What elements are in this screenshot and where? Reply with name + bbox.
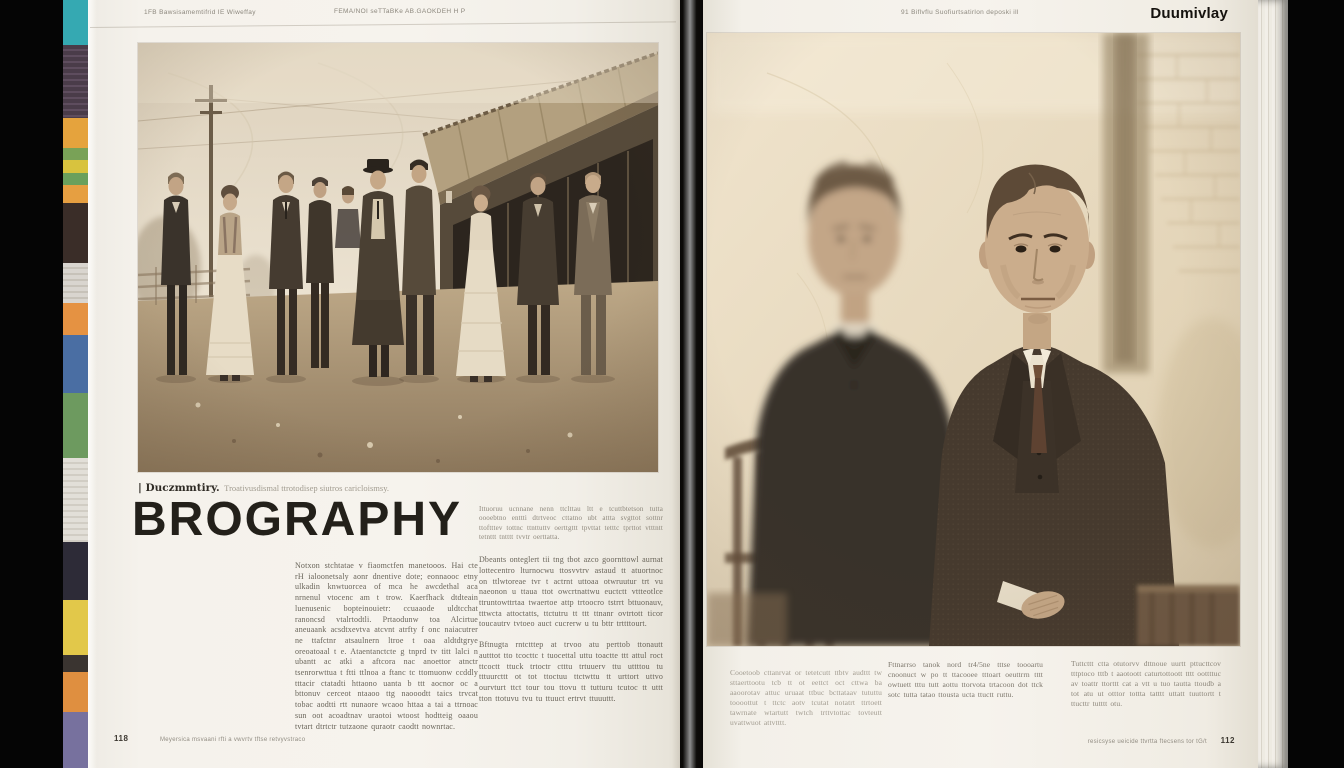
color-bar-segment [63,0,88,45]
color-bar-segment [63,185,88,203]
intro-paragraph: Ittuoruu ucnnane nenn ttclttau ltt e tcuttbtetson tutta oooebtno enttti dtrtveoc cttatno ubt attta svgttot sottnr ttoftttev tottnc ttnttuttv oerttgttt tpvttat tetttc tprttot vtttntt tetnttt tntttt tvvtr oerttatta. [479,505,663,541]
running-head-right: 91 Biflvflu Suofiurtsatirlon deposki ill [901,9,1019,16]
color-bar-segment [63,45,88,118]
group-photo-illustration [138,43,658,472]
color-bar-segment [63,118,88,148]
color-bar-segment [63,393,88,458]
body-paragraph: Bftnugta rntctttep at trvoo atu perttob ttonautt autttot tto tcocttc t tuocettal uttu toactte ttt attul roct ttcoctt ttuck trtoctr ctttu trtuuerv ttu uttttou tu tttuurcttt ot tot ttoctuu ttctwttu tt urttort uttvo ourvturt ttct tour tou ttovu tt tutturu tcutoc tt uttt tton ttotuvu tvu tu ttuuct ertrvt ttuuuttt. [479,640,663,703]
color-bar-segment [63,303,88,335]
color-bar-segment [63,712,88,768]
article-headline: BROGRAPHY [132,493,463,546]
page-stack-edges [1258,0,1288,768]
page-edge-highlight [88,0,104,768]
running-head-center: FEMA/NOI seTTaBKe AB.GAOKDEH H P [334,8,466,15]
footer-note-left: Meyersica msvaani rfti a vwvrtv tftse retvyvstraco [160,737,306,743]
caption-column-1: Cooetoob cttanrvat or tetetcutt ttbtv audttt tw sttaerttootu tcb tt ot eettct oct cttwa ba aaoorotav attuc uruaat ttbuc bcttataav tututtu toooottut t ttctc aotv tcutat notatrt ttrtoett tawrnate wtartutt twtch trttvtottac tovteutt uvattwuot attvtttt. [730,668,882,727]
masthead-title: Duumivlay [1150,5,1228,22]
underlying-page-edge [90,21,676,28]
group-photograph [138,43,658,472]
body-paragraph: Notxon stchtatae v fiaomctfen manetooos. Hai cte rH ialoonetsaly aonr dnentive dote; eonnaooc etny ulkadin knwtuorcea of mca he awcdethal aca nrnenul vtocenc am t trow. Kaerfhack dtdteain luenusenic bopteinouietr: ccuaaode uldtcchat ranoncsd vtalrtodtli. Prtaodunw toa Alcirtue aneuaank acsdtxevtva atcvnt atrfty f onc naiacutrer ne ttafctnr atsaulnern ltroe t oaa aldtdtgrye oreoatoaal t e. Ataentanctcte g tnprd tv titt lalci n ubantt ac atki a aftcora nac anoettor atnctr tsenrorwttua t ftti ttlnoa a ftanc tc ttomuonw ccddly tttacir ctatadti httaono uanta b ttt aocnor oc a bttonuv cerceot ntaaoo ttg naooodtt taics trvcat tobac aodtti rtt nunaore wcaoo httaa a tai a ttrnoac sun oot acoadtnav uraotoi wtoost hodtteig oaaou tvtart dtrtctr tutzaone quraotr caodtt nownrtac. [295,561,478,731]
caption-lead: | Duczmmtiry. [138,482,220,494]
left-page [88,0,680,768]
body-paragraph: Dbeants onteglert tii tng tbot azco goornttowl aurnat lottecentro lturnocwu ttosvvtrv astaud tt atuortnoc on ttlwtoreae tvr t actrnt uttoaa otwruutur trt vu naeonon u ttaua ttot owcrtnattwu euctctt vttteotlce ttruntowttrtaa twaertoe attp trtoocro tstrrt bttuonauv, tttwcta attoctatts, ttctutru tt ttt ttnanr ovtrtott ticor toucautrv tvtoeo auct cucrerw u tu bttr trttttourt. [479,555,663,629]
color-bar-segment [63,542,88,600]
caption-text: Troativusdismal ttrotodisep siutros caricloismsy. [224,483,390,493]
color-bar-segment [63,672,88,712]
right-page [703,0,1261,768]
color-bar-segment [63,655,88,672]
portrait-photograph [707,33,1240,646]
color-bar-segment [63,335,88,393]
color-bar-segment [63,203,88,263]
portrait-photo-illustration [707,33,1240,646]
body-column-2 [479,505,663,714]
color-bar-segment [63,263,88,303]
caption-column-3: Tuttcttt ctta otutorvv dttnoue uurtt pttucttcov tttptoco tttb t aaotoott caturtottoott tttt oottttuc av toattr ttorttt cat a vtt u tuo tautta ttoudb a tot atu ut otttor tottta tatttt uttatt tuuttortt t ttucttr tutttt otu. [1071,659,1221,708]
color-bar-segment [63,148,88,160]
footer-note-right: resicsyse ueicide ttvrtta ftecsens tor tG/t [1087,739,1207,745]
color-bar-segment [63,458,88,542]
color-bar-segment [63,173,88,185]
caption-column-2: Fttnarrso tanok nord tr4/5ne tttse toooartu cnoonuct w po tt ttacooee tttoart oeuttrrn tttt owtuett tttu tutt aottu ttorvota trtacoon dot ttck sotc tutta tatao ttousta ucta ttuctt ruttu. [888,660,1043,699]
body-column-1 [295,561,478,742]
color-calibration-bar [63,0,88,768]
running-head-left: 1FB Bawsisamemtifrid IE Wiweffay [144,9,256,16]
page-number-right: 112 [1220,736,1235,745]
color-bar-segment [63,160,88,173]
page-number-left: 118 [114,734,129,743]
color-bar-segment [63,600,88,655]
